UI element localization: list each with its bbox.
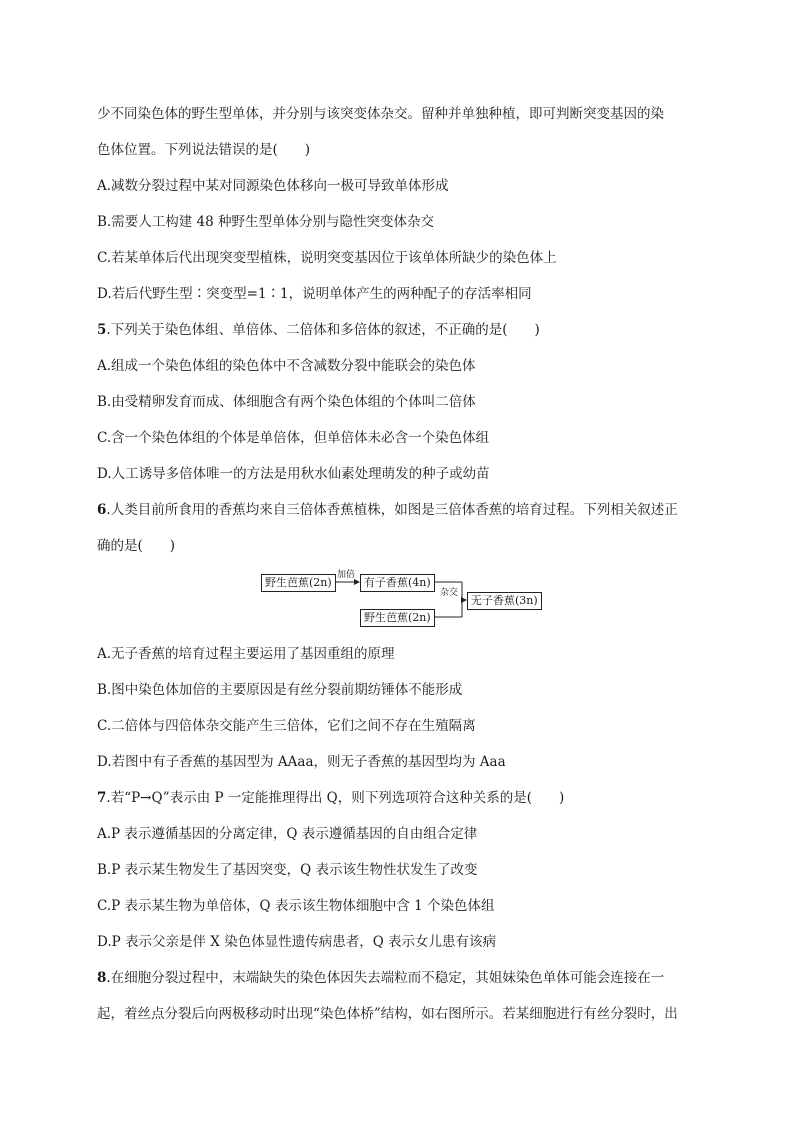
q6-option-b: B.图中染色体加倍的主要原因是有丝分裂前期纺锤体不能形成 — [97, 682, 463, 698]
q6-number: 6 — [97, 502, 107, 518]
box-seeded-banana-4n: 有子香蕉(4n) — [360, 574, 435, 592]
q7-option-a: A.P 表示遵循基因的分离定律，Q 表示遵循基因的自由组合定律 — [97, 826, 478, 842]
label-doubling: 加倍 — [337, 570, 356, 580]
q4-option-d: D.若后代野生型∶突变型=1∶1，说明单体产生的两种配子的存活率相同 — [97, 286, 532, 302]
label-cross: 杂交 — [440, 588, 459, 598]
q8-stem-line-1 — [97, 969, 664, 987]
q5-option-c: C.含一个染色体组的个体是单倍体，但单倍体未必含一个染色体组 — [97, 430, 490, 446]
q4-option-a: A.减数分裂过程中某对同源染色体移向一极可导致单体形成 — [97, 178, 449, 194]
q5-option-a: A.组成一个染色体组的染色体中不含减数分裂中能联会的染色体 — [97, 358, 476, 374]
q6-option-a: A.无子香蕉的培育过程主要运用了基因重组的原理 — [97, 646, 395, 662]
q7-option-c: C.P 表示某生物为单倍体，Q 表示该生物体细胞中含 1 个染色体组 — [97, 898, 495, 914]
q7-stem-text: .若“P→Q”表示由 P 一定能推理得出 Q，则下列选项符合这种关系的是( ) — [106, 790, 565, 806]
q8-stem-text: .在细胞分裂过程中，末端缺失的染色体因失去端粒而不稳定，其姐妹染色单体可能会连接在一 — [106, 970, 665, 986]
q7-stem — [97, 789, 564, 807]
q5-option-d: D.人工诱导多倍体唯一的方法是用秋水仙素处理萌发的种子或幼苗 — [97, 466, 490, 482]
q6-option-d: D.若图中有子香蕉的基因型为 AAaa，则无子香蕉的基因型均为 Aaa — [97, 754, 506, 770]
box-wild-banana-2n-bottom: 野生芭蕉(2n) — [360, 609, 435, 627]
q4-stem-line-1: 少不同染色体的野生型单体，并分别与该突变体杂交。留种并单独种植，即可判断突变基因的染 — [97, 106, 664, 122]
q4-option-b: B.需要人工构建 48 种野生型单体分别与隐性突变体杂交 — [97, 214, 434, 230]
q6-stem-text: .人类目前所食用的香蕉均来自三倍体香蕉植株，如图是三倍体香蕉的培育过程。下列相关叙述正 — [106, 502, 678, 518]
q8-number: 8 — [97, 970, 107, 986]
q7-option-d: D.P 表示父亲是伴 X 染色体显性遗传病患者，Q 表示女儿患有该病 — [97, 934, 497, 950]
q6-stem-line-2: 确的是( ) — [97, 538, 176, 554]
q5-number: 5 — [97, 322, 107, 338]
q7-number: 7 — [97, 790, 107, 806]
box-wild-banana-2n-top: 野生芭蕉(2n) — [261, 574, 336, 592]
q6-option-c: C.二倍体与四倍体杂交能产生三倍体，它们之间不存在生殖隔离 — [97, 718, 476, 734]
box-seedless-banana-3n: 无子香蕉(3n) — [467, 592, 542, 610]
q4-option-c: C.若某单体后代出现突变型植株，说明突变基因位于该单体所缺少的染色体上 — [97, 250, 557, 266]
q4-stem-line-2: 色体位置。下列说法错误的是( ) — [97, 142, 311, 158]
q5-option-b: B.由受精卵发育而成、体细胞含有两个染色体组的个体叫二倍体 — [97, 394, 476, 410]
q8-stem-line-2: 起，着丝点分裂后向两极移动时出现“染色体桥”结构，如右图所示。若某细胞进行有丝分裂时，出 — [97, 1006, 678, 1022]
q5-stem-text: .下列关于染色体组、单倍体、二倍体和多倍体的叙述，不正确的是( ) — [106, 322, 540, 338]
q7-option-b: B.P 表示某生物发生了基因突变，Q 表示该生物性状发生了改变 — [97, 862, 478, 878]
